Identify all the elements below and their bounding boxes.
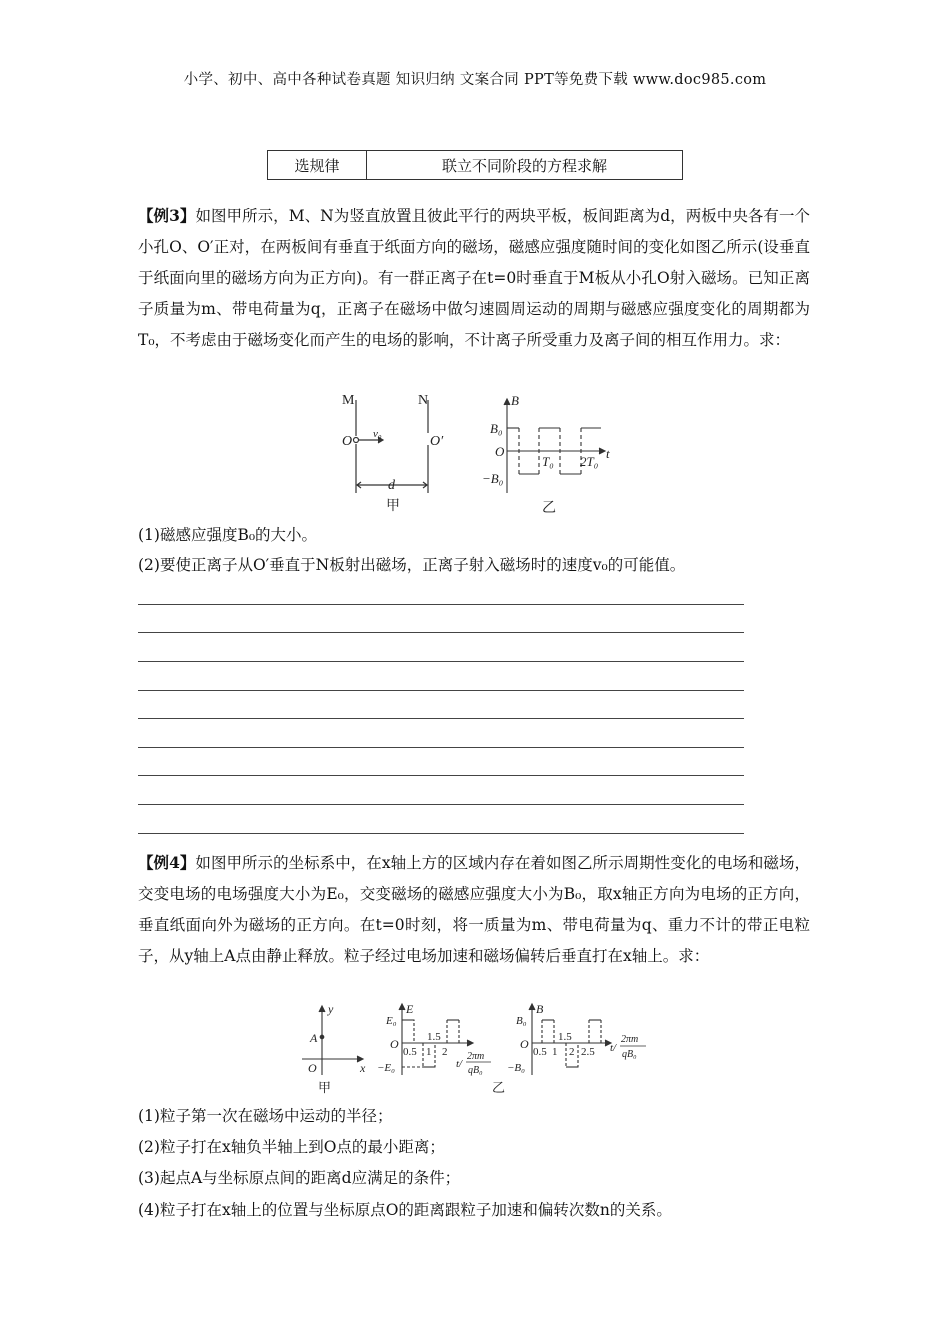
caption-yi: 乙	[542, 501, 556, 516]
axis-E: E	[406, 1002, 414, 1016]
answer-line[interactable]	[138, 690, 744, 691]
tick-E0: E₀	[386, 1015, 397, 1027]
tick-1.5: 1.5	[427, 1031, 441, 1043]
tick-B0: B₀	[516, 1015, 527, 1027]
answer-line[interactable]	[138, 833, 744, 834]
axis-t-unit: t/	[610, 1042, 617, 1054]
origin-O: O	[308, 1061, 317, 1075]
origin-O: O	[520, 1037, 529, 1051]
answer-line[interactable]	[138, 775, 744, 776]
example4-figures	[290, 995, 660, 1095]
origin-O: O	[495, 444, 505, 459]
axis-y: y	[328, 1002, 334, 1016]
answer-line[interactable]	[138, 747, 744, 748]
label-N: N	[418, 393, 429, 408]
example4-text	[138, 847, 810, 972]
tick-B0: B₀	[490, 421, 503, 436]
example4-question-4: (4)粒子打在x轴上的位置与坐标原点O的距离跟粒子加速和偏转次数n的关系。	[138, 1201, 672, 1219]
tick-1: 1	[552, 1046, 558, 1058]
tick-T0: T₀	[542, 454, 554, 469]
origin-O: O	[390, 1037, 399, 1051]
figure-yi-graph	[504, 399, 605, 493]
answer-line[interactable]	[138, 718, 744, 719]
tick-neg-B0: −B₀	[482, 471, 504, 486]
tick-0.5: 0.5	[533, 1046, 547, 1058]
axis-x: x	[360, 1061, 366, 1075]
tick-1.5: 1.5	[558, 1031, 572, 1043]
example4-label: 【例4】	[138, 853, 196, 872]
unit-denominator: qB₀	[622, 1049, 637, 1060]
label-O: O	[342, 434, 353, 449]
table-cell-right: 联立不同阶段的方程求解	[367, 151, 683, 180]
example4-body: 如图甲所示的坐标系中，在x轴上方的区域内存在着如图乙所示周期性变化的电场和磁场，交变电场的电场强度大小为E₀，交变磁场的磁感应强度大小为B₀，取x轴正方向为电场的正方向，垂直纸面向外为磁场的正方向。在t=0时刻，将一质量为m、带电荷量为q、重力不计的带正电粒子，从y轴上A点由静止释放。粒子经过电场加速和磁场偏转后垂直打在x轴上。求：	[138, 854, 810, 965]
tick-neg-B0: −B₀	[507, 1062, 525, 1074]
unit-denominator: qB₀	[468, 1065, 483, 1076]
caption-yi: 乙	[492, 1080, 506, 1095]
tick-1: 1	[426, 1046, 432, 1058]
answer-line[interactable]	[138, 661, 744, 662]
tick-2T0: 2T₀	[580, 454, 599, 469]
axis-t-unit: t/	[456, 1058, 463, 1070]
tick-2.5: 2.5	[581, 1046, 595, 1058]
label-v0: v₀	[373, 428, 382, 440]
tick-2: 2	[569, 1046, 575, 1058]
caption-jia: 甲	[318, 1080, 332, 1095]
page-header: 小学、初中、高中各种试卷真题 知识归纳 文案合同 PPT等免费下载 www.doc985.com	[183, 72, 767, 88]
example3-figures	[330, 388, 620, 516]
axis-B: B	[536, 1002, 544, 1016]
point-A: A	[310, 1031, 318, 1045]
label-M: M	[342, 393, 355, 408]
label-d: d	[388, 478, 395, 493]
label-O-prime: O′	[430, 434, 444, 449]
answer-line[interactable]	[138, 632, 744, 633]
answer-line[interactable]	[138, 604, 744, 605]
tick-2: 2	[442, 1046, 448, 1058]
example4-question-2: (2)粒子打在x轴负半轴上到O点的最小距离；	[138, 1138, 445, 1156]
unit-numerator: 2πm	[621, 1034, 639, 1045]
example3-body: 如图甲所示，M、N为竖直放置且彼此平行的两块平板，板间距离为d，两板中央各有一个小孔O、O′正对，在两板间有垂直于纸面方向的磁场，磁感应强度随时间的变化如图乙所示(设垂直于纸面向里的磁场方向为正方向)。有一群正离子在t=0时垂直于M板从小孔O射入磁场。已知正离子质量为m、带电荷量为q，正离子在磁场中做匀速圆周运动的周期与磁感应强度变化的周期都为T₀，不考虑由于磁场变化而产生的电场的影响，不计离子所受重力及离子间的相互作用力。求：	[138, 207, 810, 349]
example4-question-1: (1)粒子第一次在磁场中运动的半径；	[138, 1107, 393, 1125]
caption-jia: 甲	[386, 499, 400, 514]
example3-question-2: (2)要使正离子从O′垂直于N板射出磁场，正离子射入磁场时的速度v₀的可能值。	[138, 556, 686, 574]
tick-0.5: 0.5	[403, 1046, 417, 1058]
example3-text	[138, 200, 810, 356]
tick-neg-E0: −E₀	[377, 1062, 395, 1074]
example3-question-1: (1)磁感应强度B₀的大小。	[138, 526, 318, 544]
axis-B: B	[511, 393, 519, 408]
example3-label: 【例3】	[138, 206, 196, 225]
example4-question-3: (3)起点A与坐标原点间的距离d应满足的条件；	[138, 1169, 461, 1187]
table-cell-left: 选规律	[268, 151, 367, 180]
method-table	[267, 150, 683, 180]
unit-numerator: 2πm	[467, 1051, 485, 1062]
axis-t: t	[606, 446, 610, 461]
answer-line[interactable]	[138, 804, 744, 805]
